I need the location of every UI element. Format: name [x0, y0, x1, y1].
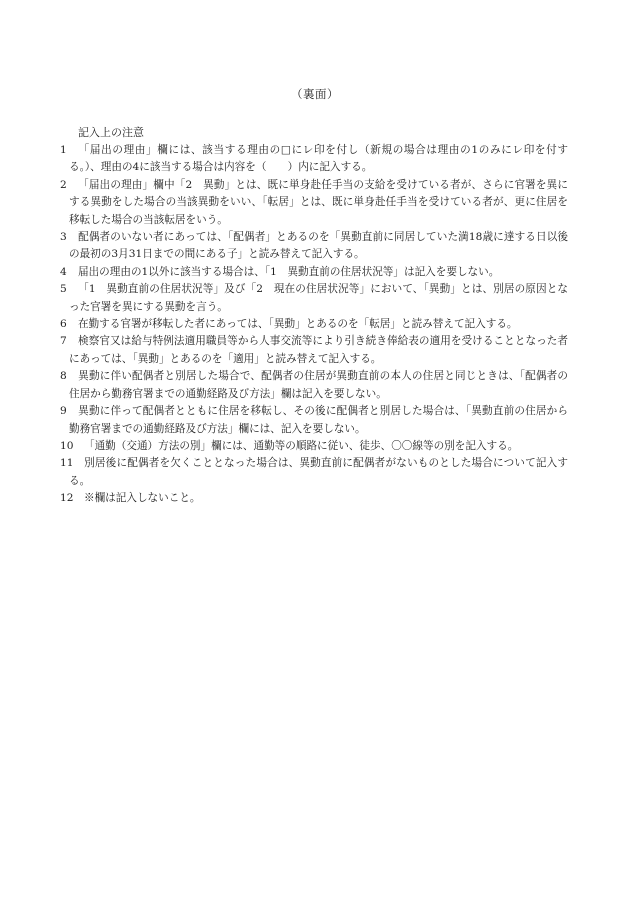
note-text: ※欄は記入しないこと。	[84, 492, 201, 505]
note-number: 10	[60, 439, 74, 452]
note-item-1	[60, 142, 568, 177]
note-number: 8	[60, 370, 67, 383]
note-number: 11	[60, 457, 74, 470]
note-text: 検察官又は給与特例法適用職員等から人事交流等により引き続き俸給表の適用を受けることとなった者にあっては、「異動」とあるのを「適用」と読み替えて記入する。	[69, 335, 568, 365]
note-number: 7	[60, 335, 67, 348]
note-number: 4	[60, 265, 67, 278]
note-item-2	[60, 177, 568, 229]
note-number: 3	[60, 231, 67, 244]
note-text: 「届出の理由」欄には、該当する理由の□にレ印を付し（新規の場合は理由の1のみにレ印を付する。）、理由の4に該当する場合は内容を（ ）内に記入する。	[69, 144, 568, 174]
note-number: 1	[60, 144, 67, 156]
note-number: 12	[60, 492, 74, 505]
note-text: 異動に伴い配偶者と別居した場合で、配偶者の住居が異動直前の本人の住居と同じときは、「配偶者の住居から勤務官署までの通勤経路及び方法」欄は記入を要しない。	[69, 370, 568, 400]
note-text: 別居後に配偶者を欠くこととなった場合は、異動直前に配偶者がないものとした場合について記入する。	[69, 457, 568, 487]
note-item-12	[60, 490, 568, 507]
note-item-5	[60, 281, 568, 316]
page-side-label: （裏面）	[291, 87, 339, 101]
note-text: 異動に伴って配偶者とともに住居を移転し、その後に配偶者と別居した場合は、「異動直前の住居から勤務官署までの通勤経路及び方法」欄には、記入を要しない。	[69, 405, 568, 435]
note-item-3	[60, 229, 568, 264]
note-number: 9	[60, 405, 67, 418]
note-item-4	[60, 264, 568, 281]
notes-list	[60, 142, 568, 508]
note-number: 5	[60, 283, 67, 296]
note-number: 2	[60, 178, 67, 191]
note-item-11	[60, 455, 568, 490]
note-text: 「届出の理由」欄中「2 異動」とは、既に単身赴任手当の支給を受けている者が、さらに官署を異にする異動をした場合の当該異動をいい、「転居」とは、既に単身赴任手当を受けている者が、更に住居を移転した場合の当該転居をいう。	[69, 178, 568, 226]
note-item-6	[60, 316, 568, 333]
note-item-10	[60, 438, 568, 455]
note-text: 在勤する官署が移転した者にあっては、「異動」とあるのを「転居」と読み替えて記入する。	[78, 318, 518, 331]
note-item-8	[60, 368, 568, 403]
note-text: 配偶者のいない者にあっては、「配偶者」とあるのを「異動直前に同居していた満18歳に達する日以後の最初の3月31日までの間にある子」と読み替えて記入する。	[69, 231, 568, 261]
notes-heading: 記入上の注意	[78, 126, 144, 139]
note-item-9	[60, 403, 568, 438]
note-number: 6	[60, 318, 67, 331]
note-text: 届出の理由の1以外に該当する場合は、「1 異動直前の住居状況等」は記入を要しない。	[78, 265, 500, 278]
note-text: 「通勤（交通）方法の別」欄には、通勤等の順路に従い、徒歩、〇〇線等の別を記入する。	[84, 439, 519, 452]
note-text: 「1 異動直前の住居状況等」及び「2 現在の住居状況等」において、「異動」とは、別居の原因となった官署を異にする異動を言う。	[69, 283, 568, 313]
note-item-7	[60, 333, 568, 368]
